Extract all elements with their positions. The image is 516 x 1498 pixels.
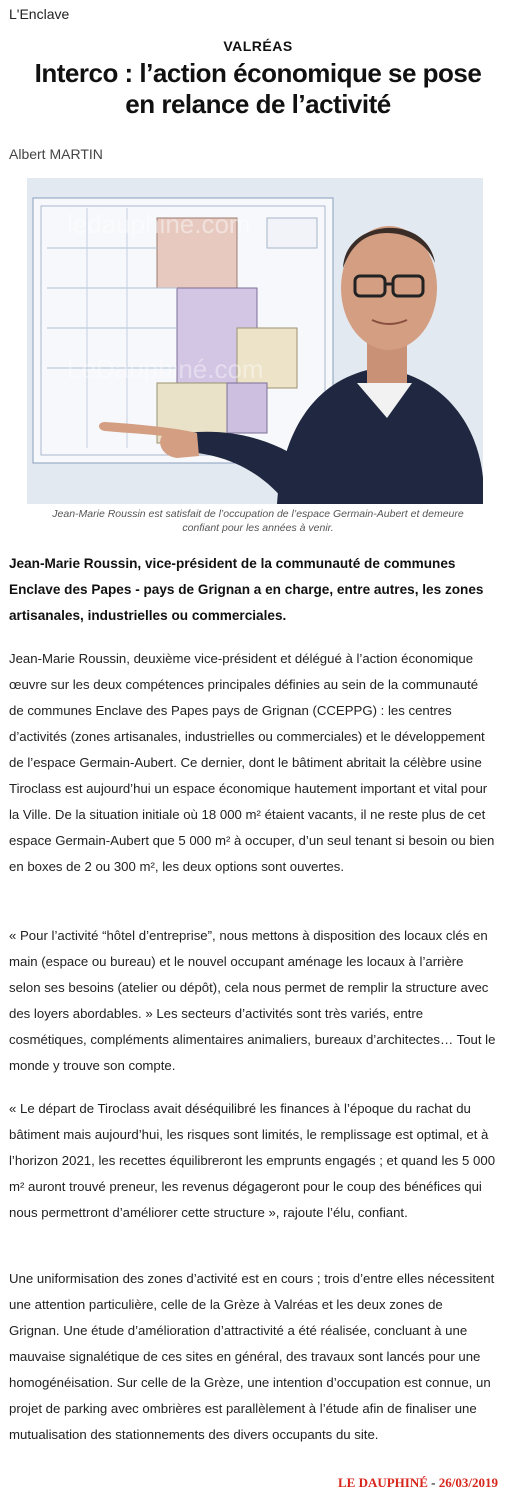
footer-separator: - xyxy=(427,1475,439,1490)
photo-caption xyxy=(20,507,496,535)
headline-line-1: Interco : l’action économique se pose xyxy=(34,58,482,88)
watermark-middle: LeDauphiné.com xyxy=(67,354,264,384)
lede-paragraph: Jean-Marie Roussin, vice-président de la communauté de communes Enclave des Papes - pays de Grignan a en charge, entre autres, les zones artisanales, industrielles ou commerciales. xyxy=(9,556,484,623)
headline xyxy=(0,58,516,120)
photo-illustration xyxy=(27,178,483,504)
caption-line-1: Jean-Marie Roussin est satisfait de l’occupation de l’espace Germain-Aubert et demeure xyxy=(52,508,464,520)
watermark-top: ledauphine.com xyxy=(67,209,251,239)
publication-name: LE DAUPHINÉ xyxy=(337,1475,428,1490)
headline-line-2: en relance de l’activité xyxy=(125,89,391,119)
publication-date: 26/03/2019 xyxy=(438,1475,498,1490)
source-footer xyxy=(338,1475,498,1491)
article-photo xyxy=(27,178,483,504)
body-paragraph: Une uniformisation des zones d’activité est en cours ; trois d’entre elles nécessitent une attention particulière, celle de la Grèze à Valréas et les deux zones de Grignan. Une étude d’amélioration d’attractivité a été réalisée, concluant à une mauvaise signalétique de ces sites en général, des travaux sont lancés pour une homogénéisation. Sur celle de la Grèze, une intention d’occupation est connue, un projet de parking avec ombrières est parallèlement à l’étude afin de finaliser une mutualisation des stationnements des divers occupants du site. xyxy=(9,1271,495,1442)
byline: Albert MARTIN xyxy=(9,146,103,162)
body-paragraph: Jean-Marie Roussin, deuxième vice-président et délégué à l’action économique œuvre sur les deux compétences principales définies au sein de la communauté de communes Enclave des Papes pays de Grignan (CCEPPG) : les centres d’activités (zones artisanales, industrielles ou commerciales) et le développement de l’espace Germain-Aubert. Ce dernier, dont le bâtiment abritait la célèbre usine Tiroclass est aujourd’hui un espace économique hautement important et vital pour la Ville. De la situation initiale où 18 000 m² étaient vacants, il ne reste plus de cet espace Germain-Aubert que 5 000 m² à occuper, d’un seul tenant si besoin ou bien en boxes de 2 ou 300 m², les deux options sont ouvertes. xyxy=(9,651,495,874)
kicker-location: VALRÉAS xyxy=(223,38,293,54)
section-tag: L'Enclave xyxy=(9,6,70,22)
body-paragraph: « Le départ de Tiroclass avait déséquilibré les finances à l’époque du rachat du bâtiment mais aujourd’hui, les risques sont limités, le remplissage est optimal, et à l’horizon 2021, les recettes équilibreront les emprunts engagés ; et quand les 5 000 m² auront trouvé preneur, les revenus dégageront pour le coup des bénéfices qui nous permettront d’améliorer cette structure », rajoute l’élu, confiant. xyxy=(9,1101,496,1220)
caption-line-2: confiant pour les années à venir. xyxy=(182,522,334,534)
body-paragraph: « Pour l’activité “hôtel d’entreprise”, nous mettons à disposition des locaux clés en main (espace ou bureau) et le nouvel occupant aménage les locaux à l’arrière selon ses besoins (atelier ou dépôt), cela nous permet de remplir la structure avec des loyers abordables. » Les secteurs d’activités sont très variés, entre cosmétiques, compléments alimentaires animaliers, bureaux d’architectes… Tout le monde y trouve son compte. xyxy=(9,928,496,1073)
